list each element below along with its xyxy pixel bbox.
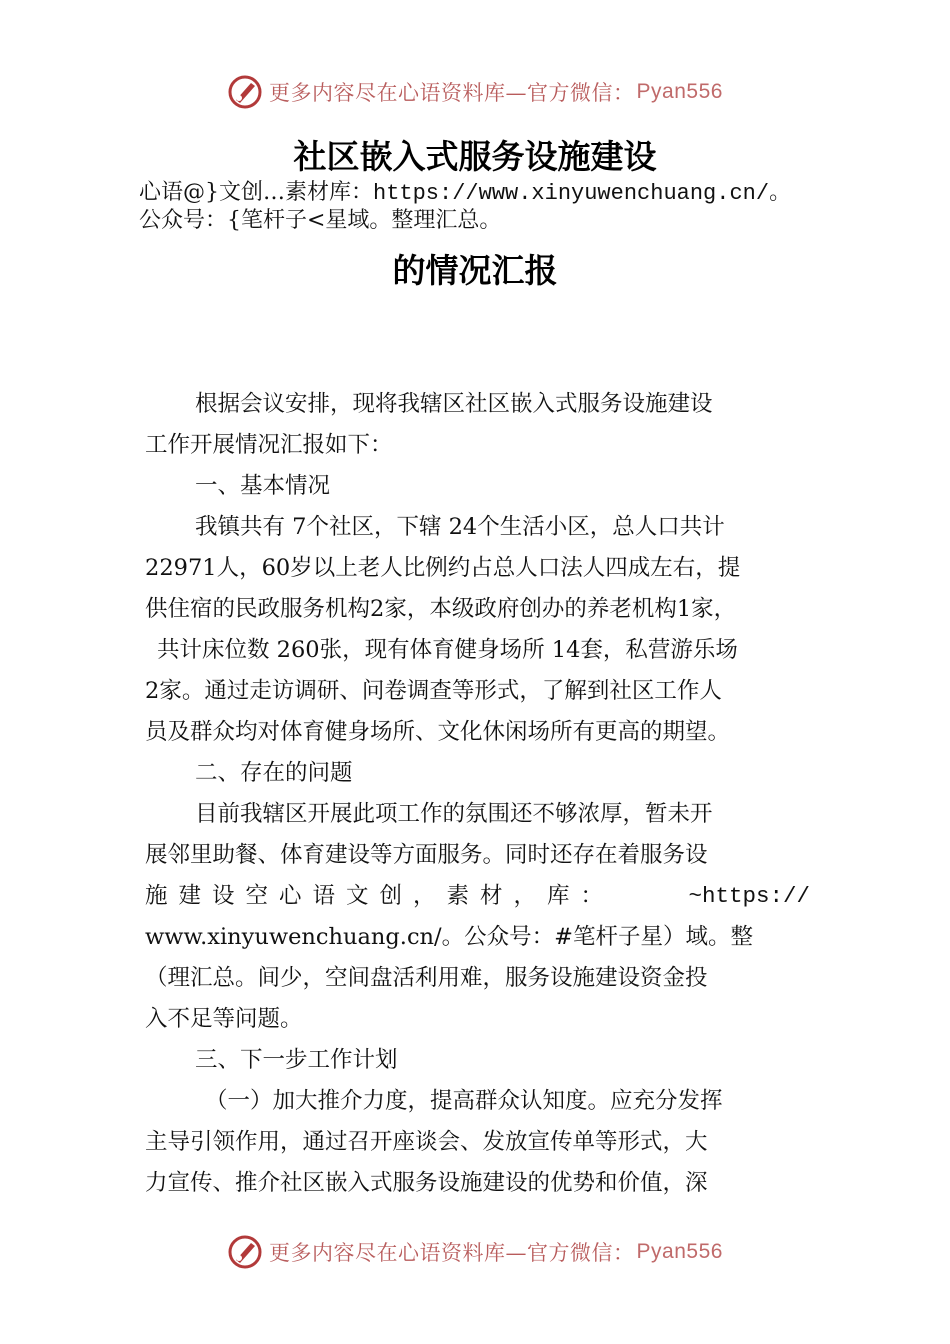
paragraph-line: （一）加大推介力度，提高群众认知度。应充分发挥: [205, 1088, 723, 1114]
document-title-line1: 社区嵌入式服务设施建设: [293, 137, 657, 176]
section-heading: 一、基本情况: [195, 473, 331, 499]
pen-seal-logo-icon: [227, 74, 263, 110]
paragraph-line: www.xinyuwenchuang.cn/。公众号：#笔杆子星）域。整: [145, 924, 753, 950]
paragraph-line: [145, 876, 810, 917]
banner-wechat-id: Pyan556: [636, 80, 723, 103]
banner-text: 更多内容尽在心语资料库—官方微信：: [269, 1241, 635, 1265]
paragraph-line: 展邻里助餐、体育建设等方面服务。同时还存在着服务设: [145, 842, 708, 868]
watermark-url: https://www.xinyuwenchuang.cn/。: [373, 181, 792, 206]
paragraph-line: 2家。通过走访调研、问卷调查等形式，了解到社区工作人: [145, 678, 722, 704]
paragraph-line: 入不足等问题。: [145, 1006, 303, 1032]
paragraph-fragment: ~https://: [688, 883, 810, 909]
paragraph-line: 目前我辖区开展此项工作的氛围还不够浓厚，暂未开: [195, 801, 713, 827]
section-heading: 二、存在的问题: [195, 760, 353, 786]
paragraph-line: 22971人，60岁以上老人比例约占总人口法人四成左右，提: [145, 555, 741, 581]
paragraph-line: 主导引领作用，通过召开座谈会、发放宣传单等形式，大: [145, 1129, 708, 1155]
pen-seal-logo-icon: [227, 1234, 263, 1270]
header-banner: [0, 72, 950, 112]
watermark-prefix: 心语@}文创…素材库：: [139, 180, 373, 205]
footer-banner: [0, 1232, 950, 1272]
paragraph-line: 共计床位数 260张，现有体育健身场所 14套，私营游乐场: [157, 637, 738, 663]
paragraph-line: 力宣传、推介社区嵌入式服务设施建设的优势和价值，深: [145, 1170, 708, 1196]
paragraph-line: （理汇总。间少，空间盘活利用难，服务设施建设资金投: [145, 965, 708, 991]
paragraph-line: 员及群众均对体育健身场所、文化休闲场所有更高的期望。: [145, 719, 731, 745]
watermark-line2: 公众号：{笔杆子<星域。整理汇总。: [139, 208, 502, 233]
paragraph-fragment: 施建设空心语文创，素材，库：: [145, 883, 615, 909]
watermark-line1: [139, 175, 791, 206]
paragraph-line: 我镇共有 7个社区，下辖 24个生活小区，总人口共计: [195, 514, 725, 540]
banner-wechat-id: Pyan556: [636, 1240, 723, 1263]
document-body: [145, 384, 810, 1204]
document-title-line2: 的情况汇报: [392, 251, 558, 290]
paragraph-line: 根据会议安排，现将我辖区社区嵌入式服务设施建设: [195, 391, 713, 417]
banner-text: 更多内容尽在心语资料库—官方微信：: [269, 81, 635, 105]
paragraph-line: 工作开展情况汇报如下：: [145, 432, 393, 458]
paragraph-line: 供住宿的民政服务机构2家，本级政府创办的养老机构1家，: [145, 596, 737, 622]
section-heading: 三、下一步工作计划: [195, 1047, 398, 1073]
